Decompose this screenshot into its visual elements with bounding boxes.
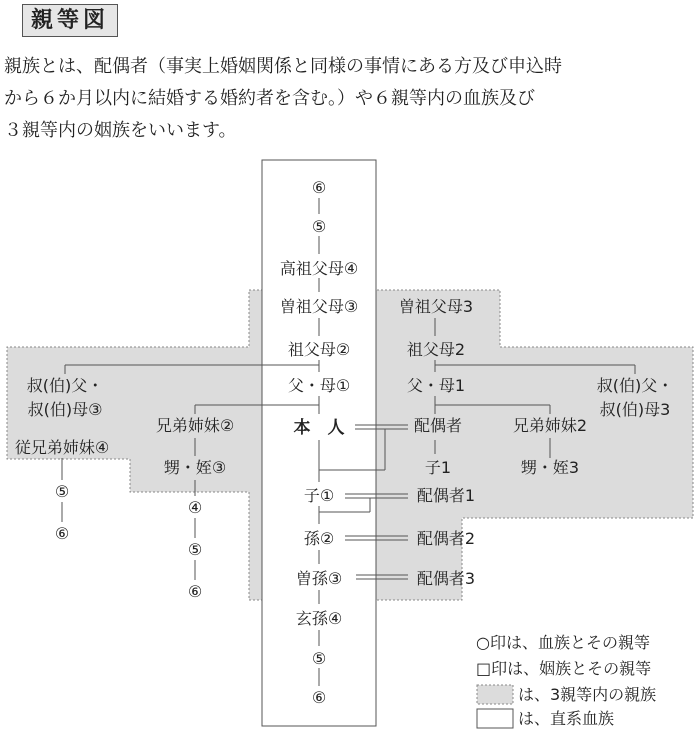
node-inlaw-parents: 父・母1: [406, 376, 466, 395]
node-uncle-aunt-right-2: 叔(伯)母3: [599, 400, 671, 419]
page-title: 親等図: [22, 4, 118, 37]
intro-line-2: から６か月以内に結婚する婚約者を含む。）や６親等内の血族及び: [4, 88, 535, 109]
node-inlaw-grandparents: 祖父母2: [406, 340, 466, 359]
intro-line-3: ３親等内の姻族をいいます。: [4, 120, 237, 141]
node-great-great-grandparents: 高祖父母④: [279, 259, 359, 278]
node-spouse-child: 子1: [424, 458, 452, 477]
legend-shaded-swatch: [477, 685, 513, 704]
node-niece-4: ④: [187, 498, 203, 517]
node-great-grandchild: 曽孫③: [295, 569, 343, 588]
node-child: 子①: [303, 486, 335, 505]
node-uncle-aunt-left-2: 叔(伯)母③: [27, 400, 103, 419]
node-niece-5: ⑤: [187, 540, 203, 559]
node-grandchild: 孫②: [303, 529, 335, 548]
node-cousin-5: ⑤: [54, 482, 70, 501]
node-5th-descendant: ⑤: [311, 649, 327, 668]
node-6th-ancestor: ⑥: [311, 178, 327, 197]
node-grandparents: 祖父母②: [287, 340, 351, 359]
node-child-spouse: 配偶者1: [416, 486, 476, 505]
node-siblings: 兄弟姉妹②: [155, 416, 235, 435]
node-great-grandparents: 曽祖父母③: [279, 297, 359, 316]
node-inlaw-great-grandparents: 曽祖父母3: [398, 297, 474, 316]
node-grandchild-spouse: 配偶者2: [416, 529, 476, 548]
node-spouse: 配偶者: [413, 416, 463, 435]
node-inlaw-nephew-niece: 甥・姪3: [520, 458, 580, 477]
node-nephew-niece: 甥・姪③: [163, 458, 227, 477]
node-parents: 父・母①: [287, 376, 351, 395]
node-5th-ancestor: ⑤: [311, 217, 327, 236]
legend-white-swatch: [477, 709, 513, 728]
node-uncle-aunt-right-1: 叔(伯)父・: [596, 376, 674, 395]
legend-circle-text: ○印は、血族とその親等: [476, 633, 650, 652]
node-cousin-6: ⑥: [54, 524, 70, 543]
node-self: 本 人: [293, 418, 345, 438]
node-uncle-aunt-left-1: 叔(伯)父・: [26, 376, 104, 395]
node-great-great-grandchild: 玄孫④: [295, 609, 343, 628]
node-cousins: 従兄弟姉妹④: [14, 438, 110, 457]
node-6th-descendant: ⑥: [311, 688, 327, 707]
legend-square-text: □印は、姻族とその親等: [476, 659, 652, 678]
legend-white-text: は、直系血族: [518, 709, 615, 728]
node-niece-6: ⑥: [187, 582, 203, 601]
node-great-grandchild-spouse: 配偶者3: [416, 569, 476, 588]
intro-line-1: 親族とは、配偶者（事実上婚姻関係と同様の事情にある方及び申込時: [4, 56, 562, 77]
node-inlaw-siblings: 兄弟姉妹2: [512, 416, 588, 435]
legend-shaded-text: は、3親等内の親族: [518, 685, 657, 704]
